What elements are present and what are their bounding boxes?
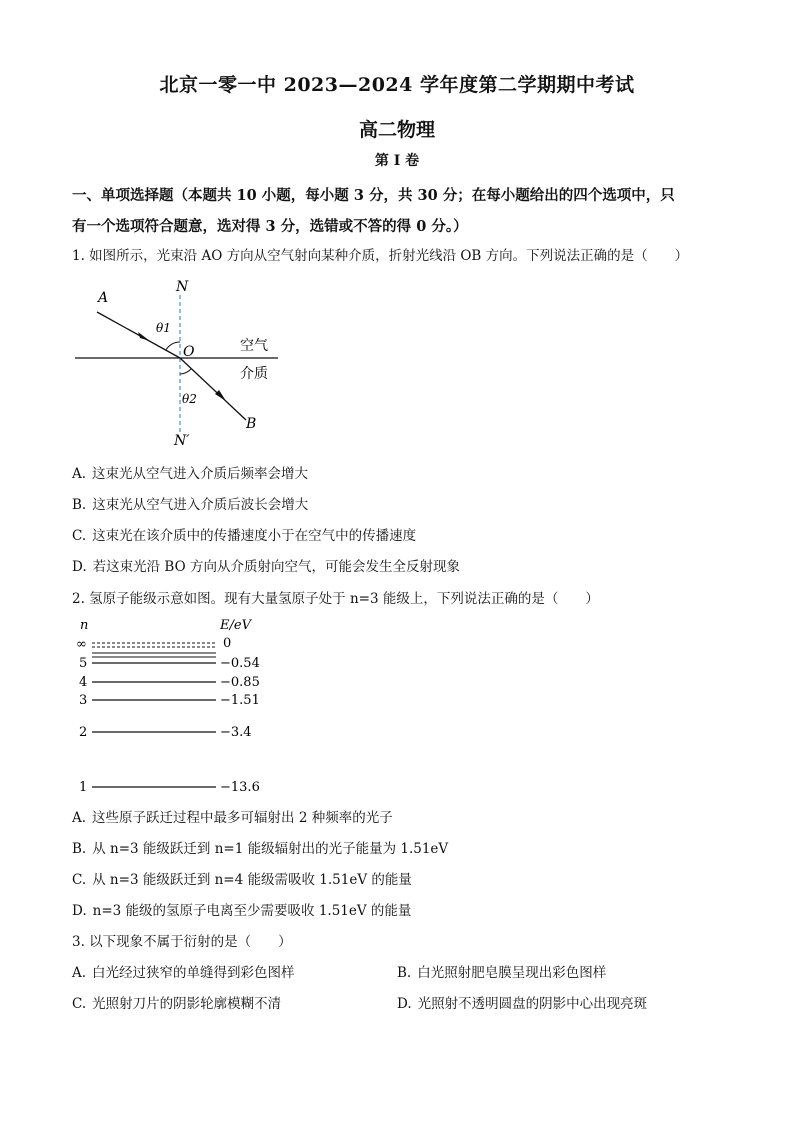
label-N-prime: N′ <box>174 433 190 449</box>
option-text: 这束光从空气进入介质后波长会增大 <box>92 497 309 513</box>
level-n-5: 5 <box>79 656 88 671</box>
option-label: C. <box>72 872 87 888</box>
option-label: C. <box>72 528 87 544</box>
level-n-1: 1 <box>79 780 88 795</box>
theta2-arc <box>180 369 191 374</box>
level-n-3: 3 <box>79 693 88 708</box>
label-theta1: θ1 <box>156 321 171 335</box>
section-line-1: 一、单项选择题（本题共 10 小题，每小题 3 分，共 30 分；在每小题给出的四个选项中，只 <box>72 187 675 204</box>
q3-option-c <box>72 992 281 1012</box>
label-N: N <box>176 279 189 295</box>
label-A: A <box>98 290 109 306</box>
level-n-4: 4 <box>79 675 88 690</box>
q3-stem: 3. 以下现象不属于衍射的是（ ） <box>72 934 292 950</box>
label-O: O <box>183 344 195 360</box>
option-label: D. <box>397 996 412 1012</box>
level-e-inf: 0 <box>223 636 232 651</box>
option-text: 光照射刀片的阴影轮廓模糊不清 <box>92 996 282 1012</box>
level-e-4: −0.85 <box>220 675 260 690</box>
q2-option-c <box>72 868 412 888</box>
label-B: B <box>246 416 257 432</box>
option-label: D. <box>72 903 87 919</box>
option-label: B. <box>72 497 87 513</box>
exam-subtitle: 高二物理 <box>358 119 435 141</box>
label-theta2: θ2 <box>182 392 197 406</box>
label-air: 空气 <box>240 338 268 354</box>
q1-option-d <box>72 555 460 575</box>
refracted-ray <box>180 358 246 420</box>
q3-option-d <box>397 992 647 1012</box>
option-text: 白光照射肥皂膜呈现出彩色图样 <box>417 965 607 981</box>
q2-energy-level-figure <box>70 614 300 799</box>
exam-title: 北京一零一中 2023—2024 学年度第二学期期中考试 <box>159 74 635 96</box>
option-text: 从 n=3 能级跃迁到 n=1 能级辐射出的光子能量为 1.51eV <box>92 841 449 857</box>
label-medium: 介质 <box>240 366 268 382</box>
q1-stem: 1. 如图所示，光束沿 AO 方向从空气射向某种介质，折射光线沿 OB 方向。下列说法正确的是（ ） <box>72 248 689 264</box>
q1-option-b <box>72 493 308 513</box>
option-label: C. <box>72 996 87 1012</box>
option-text: 这束光在该介质中的传播速度小于在空气中的传播速度 <box>92 528 417 544</box>
option-text: 这束光从空气进入介质后频率会增大 <box>92 466 309 482</box>
incident-ray <box>97 312 180 358</box>
section-heading <box>72 180 732 242</box>
option-label: A. <box>72 965 87 981</box>
q1-option-c <box>72 524 416 544</box>
level-e-3: −1.51 <box>220 693 260 708</box>
option-text: 若这束光沿 BO 方向从介质射向空气，可能会发生全反射现象 <box>92 559 460 575</box>
q2-option-a <box>72 806 393 826</box>
q3-option-b <box>397 961 606 981</box>
option-text: 光照射不透明圆盘的阴影中心出现亮斑 <box>417 996 648 1012</box>
option-label: B. <box>72 841 87 857</box>
level-e-1: −13.6 <box>220 780 260 795</box>
volume-label: 第 I 卷 <box>374 153 420 169</box>
option-label: A. <box>72 810 87 826</box>
option-label: D. <box>72 559 87 575</box>
option-label: A. <box>72 466 87 482</box>
section-line-2: 有一个选项符合题意，选对得 3 分，选错或不答的得 0 分。） <box>72 218 468 235</box>
q3-option-a <box>72 961 295 981</box>
option-label: B. <box>397 965 412 981</box>
q1-refraction-figure <box>70 275 290 450</box>
q2-stem: 2. 氢原子能级示意如图。现有大量氢原子处于 n=3 能级上，下列说法正确的是（ ） <box>72 591 599 607</box>
level-e-2: −3.4 <box>220 725 252 740</box>
level-n-2: 2 <box>79 725 88 740</box>
level-n-inf: ∞ <box>76 637 87 652</box>
option-text: 白光经过狭窄的单缝得到彩色图样 <box>92 965 295 981</box>
option-text: 这些原子跃迁过程中最多可辐射出 2 种频率的光子 <box>92 810 393 826</box>
theta1-arc <box>166 342 180 350</box>
option-text: 从 n=3 能级跃迁到 n=4 能级需吸收 1.51eV 的能量 <box>92 872 412 888</box>
option-text: n=3 能级的氢原子电离至少需要吸收 1.51eV 的能量 <box>92 903 412 919</box>
q2-option-d <box>72 899 411 919</box>
level-e-5: −0.54 <box>220 656 260 671</box>
q1-option-a <box>72 462 308 482</box>
q2-option-b <box>72 837 448 857</box>
e-axis-label: E/eV <box>220 618 251 633</box>
n-axis-label: n <box>80 618 89 633</box>
